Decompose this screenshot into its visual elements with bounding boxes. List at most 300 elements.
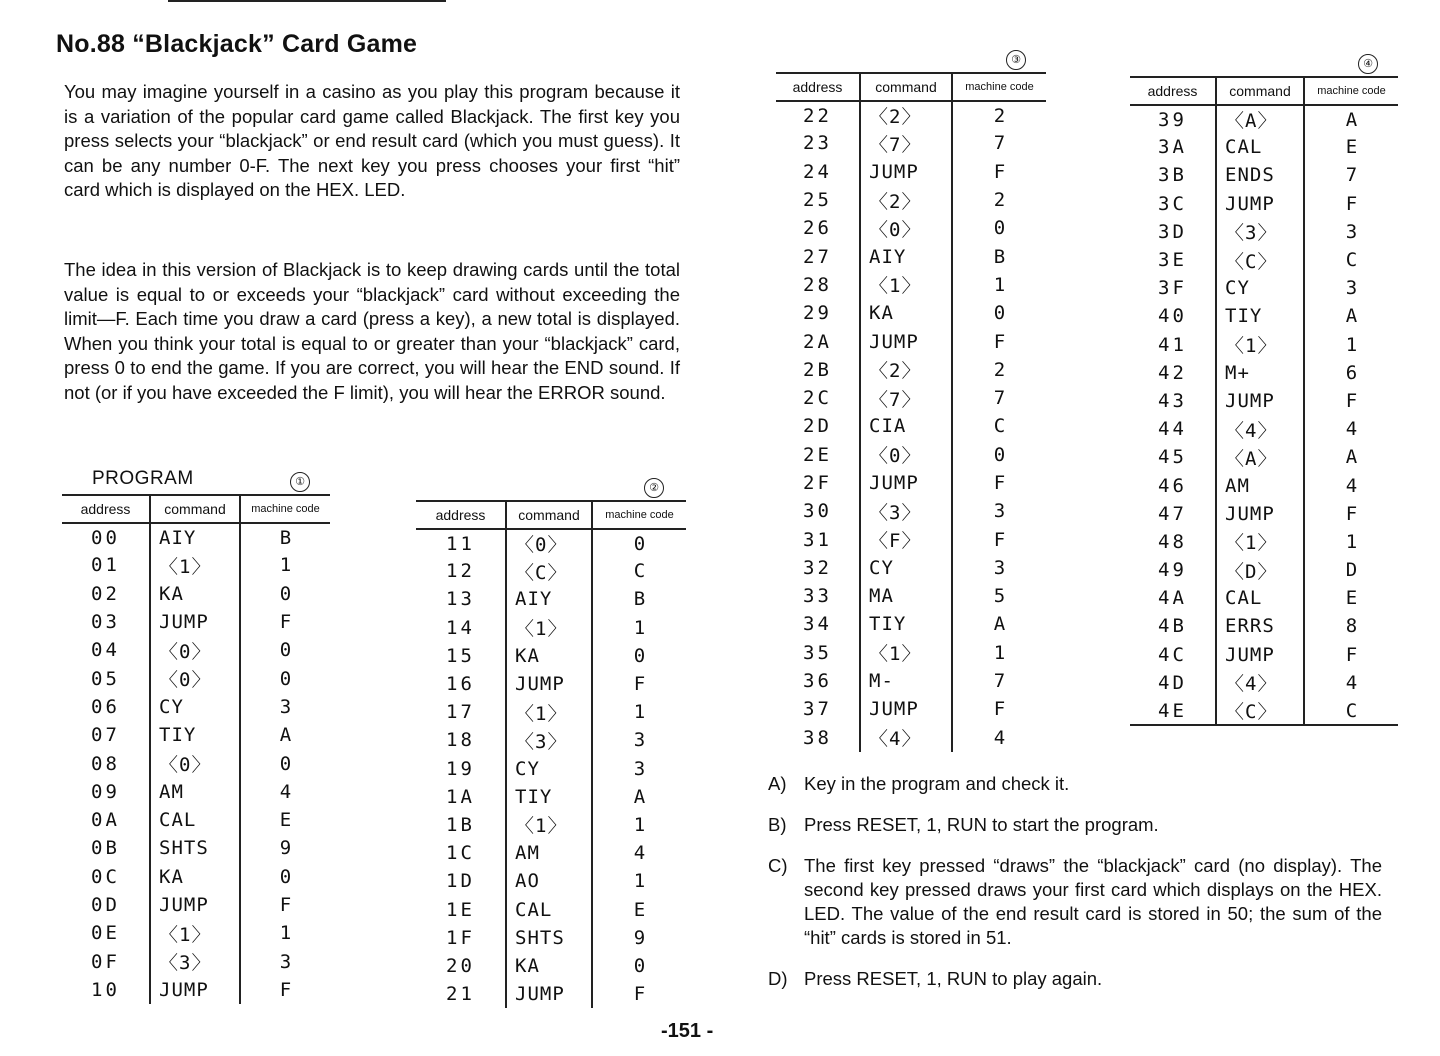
address-cell: 4D bbox=[1130, 669, 1216, 697]
command-cell: JUMP bbox=[506, 670, 592, 698]
address-cell: 47 bbox=[1130, 500, 1216, 528]
address-cell: 0A bbox=[62, 806, 150, 834]
table-row bbox=[776, 441, 1046, 469]
command-cell: JUMP bbox=[860, 469, 952, 497]
command-cell: AM bbox=[150, 778, 240, 806]
address-cell: 3F bbox=[1130, 274, 1216, 302]
machine-code-cell: 3 bbox=[633, 729, 646, 752]
table-row bbox=[62, 806, 330, 834]
command-cell: 〈A〉 bbox=[1216, 443, 1304, 471]
machine-code-header: machine code bbox=[605, 508, 674, 521]
machine-code-cell: 1 bbox=[633, 813, 646, 836]
address-cell: 38 bbox=[776, 724, 860, 752]
command-cell: KA bbox=[506, 952, 592, 980]
machine-code-cell: C bbox=[1345, 249, 1358, 272]
table-row bbox=[416, 642, 686, 670]
address-header: address bbox=[1130, 77, 1216, 105]
machine-code-cell: 7 bbox=[993, 132, 1006, 155]
table-row bbox=[62, 608, 330, 636]
address-cell: 24 bbox=[776, 158, 860, 186]
table-row bbox=[1130, 415, 1398, 443]
machine-code-cell: 0 bbox=[279, 582, 292, 605]
address-cell: 27 bbox=[776, 242, 860, 270]
table bbox=[776, 72, 1046, 752]
address-cell: 3B bbox=[1130, 161, 1216, 189]
address-cell: 2B bbox=[776, 356, 860, 384]
address-cell: 1C bbox=[416, 839, 506, 867]
machine-code-cell: A bbox=[1345, 446, 1358, 469]
address-header: address bbox=[62, 495, 150, 523]
command-cell: 〈0〉 bbox=[150, 749, 240, 777]
table-row bbox=[776, 186, 1046, 214]
address-cell: 01 bbox=[62, 551, 150, 579]
address-cell: 32 bbox=[776, 554, 860, 582]
command-header: command bbox=[150, 495, 240, 523]
address-cell: 00 bbox=[62, 523, 150, 551]
table-row bbox=[776, 158, 1046, 186]
command-cell: TIY bbox=[150, 721, 240, 749]
address-cell: 1F bbox=[416, 924, 506, 952]
machine-code-cell: 3 bbox=[993, 556, 1006, 579]
address-cell: 0C bbox=[62, 863, 150, 891]
table-row bbox=[1130, 556, 1398, 584]
machine-code-cell: 5 bbox=[993, 585, 1006, 608]
table-row bbox=[776, 101, 1046, 129]
address-cell: 33 bbox=[776, 582, 860, 610]
machine-code-cell: 8 bbox=[1345, 615, 1358, 638]
step-b bbox=[768, 813, 1382, 837]
address-cell: 44 bbox=[1130, 415, 1216, 443]
table-row bbox=[62, 580, 330, 608]
program-table-1 bbox=[62, 472, 330, 1012]
table-row bbox=[1130, 471, 1398, 499]
machine-code-cell: F bbox=[279, 978, 292, 1001]
step-text: Press RESET, 1, RUN to start the program. bbox=[804, 814, 1159, 835]
table-row bbox=[416, 783, 686, 811]
table-row bbox=[416, 867, 686, 895]
step-text: Press RESET, 1, RUN to play again. bbox=[804, 968, 1103, 989]
command-cell: 〈7〉 bbox=[860, 384, 952, 412]
address-cell: 13 bbox=[416, 585, 506, 613]
command-cell: JUMP bbox=[150, 976, 240, 1004]
address-cell: 08 bbox=[62, 749, 150, 777]
address-cell: 30 bbox=[776, 497, 860, 525]
machine-code-cell: 0 bbox=[993, 443, 1006, 466]
command-cell: CIA bbox=[860, 412, 952, 440]
machine-code-cell: 0 bbox=[279, 667, 292, 690]
command-cell: 〈1〉 bbox=[1216, 331, 1304, 359]
command-cell: 〈C〉 bbox=[1216, 246, 1304, 274]
machine-code-cell: 3 bbox=[1345, 220, 1358, 243]
command-cell: CAL bbox=[1216, 584, 1304, 612]
address-cell: 3D bbox=[1130, 218, 1216, 246]
machine-code-cell: 9 bbox=[633, 926, 646, 949]
command-cell: 〈1〉 bbox=[150, 919, 240, 947]
command-cell: AIY bbox=[860, 242, 952, 270]
table-row bbox=[62, 551, 330, 579]
command-cell: SHTS bbox=[506, 924, 592, 952]
machine-code-cell: F bbox=[1345, 502, 1358, 525]
machine-code-cell: F bbox=[279, 894, 292, 916]
machine-code-cell: A bbox=[1345, 305, 1358, 328]
step-label: D) bbox=[768, 968, 788, 989]
address-cell: 1D bbox=[416, 867, 506, 895]
command-cell: JUMP bbox=[150, 608, 240, 636]
step-a bbox=[768, 772, 1382, 796]
machine-code-cell: F bbox=[993, 528, 1006, 551]
command-cell: CY bbox=[150, 693, 240, 721]
table-row bbox=[1130, 246, 1398, 274]
machine-code-cell: 4 bbox=[279, 780, 292, 803]
machine-code-cell: F bbox=[993, 160, 1006, 183]
address-cell: 3A bbox=[1130, 133, 1216, 161]
table-row bbox=[416, 924, 686, 952]
command-cell: 〈C〉 bbox=[506, 557, 592, 585]
table-row bbox=[776, 497, 1046, 525]
table-row bbox=[776, 724, 1046, 752]
machine-code-cell: 0 bbox=[279, 639, 292, 662]
machine-code-cell: A bbox=[279, 724, 292, 747]
address-cell: 2F bbox=[776, 469, 860, 497]
command-cell: JUMP bbox=[150, 891, 240, 919]
command-cell: SHTS bbox=[150, 834, 240, 862]
table-row bbox=[1130, 105, 1398, 133]
address-cell: 2A bbox=[776, 327, 860, 355]
step-label: B) bbox=[768, 814, 787, 835]
command-cell: ERRS bbox=[1216, 612, 1304, 640]
address-cell: 05 bbox=[62, 664, 150, 692]
address-cell: 12 bbox=[416, 557, 506, 585]
command-cell: AIY bbox=[506, 585, 592, 613]
table-row bbox=[776, 525, 1046, 553]
address-cell: 2C bbox=[776, 384, 860, 412]
table-row bbox=[776, 356, 1046, 384]
command-cell: CY bbox=[860, 554, 952, 582]
machine-code-cell: F bbox=[993, 698, 1006, 721]
table-row bbox=[1130, 359, 1398, 387]
machine-code-cell: 0 bbox=[993, 217, 1006, 240]
machine-code-cell: 1 bbox=[993, 273, 1006, 296]
address-cell: 29 bbox=[776, 299, 860, 327]
machine-code-header: machine code bbox=[965, 80, 1034, 93]
command-cell: 〈D〉 bbox=[1216, 556, 1304, 584]
machine-code-cell: 7 bbox=[1345, 164, 1358, 187]
machine-code-cell: F bbox=[633, 983, 646, 1006]
machine-code-cell: 1 bbox=[633, 701, 646, 724]
command-cell: 〈1〉 bbox=[506, 698, 592, 726]
command-cell: 〈3〉 bbox=[150, 947, 240, 975]
address-cell: 3E bbox=[1130, 246, 1216, 274]
address-cell: 0B bbox=[62, 834, 150, 862]
table-row bbox=[776, 242, 1046, 270]
table-row bbox=[416, 557, 686, 585]
command-cell: 〈3〉 bbox=[506, 726, 592, 754]
table-number: ③ bbox=[1006, 50, 1026, 70]
intro-paragraph-2: The idea in this version of Blackjack is to keep drawing cards until the total value is equal to or exceeds your “blackjack” card without exceeding the limit—F. Each time you draw a card (press a key), a new total is displayed. When you think your total is equal to or greater than your “blackjack” card, press 0 to end the game. If you are correct, you will hear the END sound. If not (or if you have exceeded the F limit), you will hear the ERROR sound. bbox=[64, 259, 680, 403]
address-cell: 22 bbox=[776, 101, 860, 129]
address-cell: 0D bbox=[62, 891, 150, 919]
address-cell: 21 bbox=[416, 980, 506, 1008]
address-cell: 0F bbox=[62, 947, 150, 975]
table-row bbox=[62, 919, 330, 947]
command-cell: 〈C〉 bbox=[1216, 697, 1304, 725]
command-cell: M- bbox=[860, 667, 952, 695]
table-row bbox=[416, 585, 686, 613]
table-row bbox=[1130, 190, 1398, 218]
machine-code-cell: 0 bbox=[279, 752, 292, 775]
machine-code-cell: F bbox=[1345, 643, 1358, 666]
table-row bbox=[776, 214, 1046, 242]
step-d bbox=[768, 967, 1382, 991]
machine-code-cell: 1 bbox=[633, 616, 646, 639]
address-cell: 26 bbox=[776, 214, 860, 242]
table-row bbox=[776, 271, 1046, 299]
page-title: No.88 “Blackjack” Card Game bbox=[56, 30, 418, 58]
address-cell: 1A bbox=[416, 783, 506, 811]
command-cell: JUMP bbox=[1216, 387, 1304, 415]
machine-code-cell: 3 bbox=[279, 695, 292, 718]
table-row bbox=[776, 639, 1046, 667]
table bbox=[1130, 76, 1398, 726]
command-cell: 〈1〉 bbox=[506, 614, 592, 642]
table-row bbox=[62, 947, 330, 975]
machine-code-cell: 3 bbox=[1345, 277, 1358, 300]
address-cell: 42 bbox=[1130, 359, 1216, 387]
table-row bbox=[776, 610, 1046, 638]
table-row bbox=[776, 469, 1046, 497]
machine-code-cell: C bbox=[633, 560, 646, 583]
step-label: A) bbox=[768, 773, 787, 794]
machine-code-cell: B bbox=[993, 245, 1006, 268]
machine-code-cell: A bbox=[633, 785, 646, 808]
machine-code-header: machine code bbox=[1317, 84, 1386, 97]
table-row bbox=[1130, 387, 1398, 415]
machine-code-cell: B bbox=[279, 526, 292, 549]
program-label: PROGRAM bbox=[92, 468, 194, 489]
command-cell: 〈1〉 bbox=[1216, 528, 1304, 556]
address-cell: 0E bbox=[62, 919, 150, 947]
table-row bbox=[416, 811, 686, 839]
address-cell: 17 bbox=[416, 698, 506, 726]
command-cell: 〈1〉 bbox=[860, 271, 952, 299]
address-cell: 40 bbox=[1130, 302, 1216, 330]
address-header: address bbox=[416, 501, 506, 529]
command-cell: AIY bbox=[150, 523, 240, 551]
table-row bbox=[776, 412, 1046, 440]
address-cell: 36 bbox=[776, 667, 860, 695]
program-table-2 bbox=[416, 478, 686, 1018]
machine-code-cell: 6 bbox=[1345, 361, 1358, 384]
machine-code-cell: 1 bbox=[279, 922, 292, 945]
table-row bbox=[1130, 274, 1398, 302]
table-row bbox=[62, 778, 330, 806]
table-number: ② bbox=[644, 478, 664, 498]
machine-code-cell: 2 bbox=[993, 358, 1006, 381]
address-cell: 02 bbox=[62, 580, 150, 608]
machine-code-cell: 7 bbox=[993, 670, 1006, 693]
command-cell: AM bbox=[1216, 471, 1304, 499]
table-row bbox=[1130, 584, 1398, 612]
command-cell: ENDS bbox=[1216, 161, 1304, 189]
table-number: ④ bbox=[1358, 54, 1378, 74]
machine-code-cell: 4 bbox=[633, 842, 646, 865]
command-cell: AM bbox=[506, 839, 592, 867]
machine-code-cell: A bbox=[1345, 108, 1358, 131]
address-cell: 4C bbox=[1130, 641, 1216, 669]
machine-code-cell: E bbox=[1345, 136, 1358, 159]
instruction-steps bbox=[768, 772, 1382, 1008]
command-cell: 〈F〉 bbox=[860, 525, 952, 553]
command-cell: 〈4〉 bbox=[860, 724, 952, 752]
table-row bbox=[776, 129, 1046, 157]
machine-code-cell: 1 bbox=[279, 554, 292, 577]
address-cell: 11 bbox=[416, 529, 506, 557]
table-row bbox=[1130, 443, 1398, 471]
address-cell: 2E bbox=[776, 441, 860, 469]
table-row bbox=[776, 327, 1046, 355]
command-cell: JUMP bbox=[860, 327, 952, 355]
address-cell: 20 bbox=[416, 952, 506, 980]
command-cell: 〈1〉 bbox=[506, 811, 592, 839]
address-cell: 3C bbox=[1130, 190, 1216, 218]
address-cell: 09 bbox=[62, 778, 150, 806]
table bbox=[416, 500, 686, 1008]
command-cell: JUMP bbox=[1216, 641, 1304, 669]
command-cell: 〈1〉 bbox=[860, 639, 952, 667]
machine-code-cell: 0 bbox=[633, 644, 646, 667]
address-cell: 16 bbox=[416, 670, 506, 698]
machine-code-cell: C bbox=[1304, 697, 1398, 725]
command-cell: KA bbox=[506, 642, 592, 670]
command-cell: 〈0〉 bbox=[150, 636, 240, 664]
address-cell: 10 bbox=[62, 976, 150, 1004]
address-cell: 39 bbox=[1130, 105, 1216, 133]
address-cell: 34 bbox=[776, 610, 860, 638]
machine-code-cell: E bbox=[1345, 587, 1358, 610]
command-cell: AO bbox=[506, 867, 592, 895]
machine-code-cell: 0 bbox=[279, 865, 292, 888]
table-row bbox=[1130, 161, 1398, 189]
machine-code-cell: 4 bbox=[1345, 474, 1358, 497]
table-row bbox=[62, 636, 330, 664]
table-row bbox=[416, 670, 686, 698]
command-cell: 〈2〉 bbox=[860, 186, 952, 214]
table-row bbox=[416, 839, 686, 867]
machine-code-cell: 4 bbox=[1345, 671, 1358, 694]
step-text: Key in the program and check it. bbox=[804, 773, 1070, 794]
table-row bbox=[416, 698, 686, 726]
address-cell: 45 bbox=[1130, 443, 1216, 471]
command-cell: TIY bbox=[506, 783, 592, 811]
command-cell: M+ bbox=[1216, 359, 1304, 387]
address-cell: 35 bbox=[776, 639, 860, 667]
machine-code-cell: 7 bbox=[993, 387, 1006, 410]
address-header: address bbox=[776, 73, 860, 101]
address-cell: 4B bbox=[1130, 612, 1216, 640]
command-cell: 〈0〉 bbox=[860, 214, 952, 242]
table-row bbox=[416, 895, 686, 923]
command-cell: TIY bbox=[860, 610, 952, 638]
command-cell: 〈2〉 bbox=[860, 356, 952, 384]
machine-code-cell: 9 bbox=[279, 837, 292, 860]
table-row bbox=[416, 952, 686, 980]
command-cell: MA bbox=[860, 582, 952, 610]
program-table-4 bbox=[1130, 54, 1398, 744]
table-row bbox=[62, 834, 330, 862]
machine-code-cell: 3 bbox=[633, 757, 646, 780]
address-cell: 07 bbox=[62, 721, 150, 749]
page-number: -151 - bbox=[661, 1020, 714, 1042]
address-cell: 1E bbox=[416, 895, 506, 923]
command-cell: CAL bbox=[506, 895, 592, 923]
command-cell: 〈2〉 bbox=[860, 101, 952, 129]
machine-code-cell: 4 bbox=[1345, 418, 1358, 441]
table-row bbox=[416, 614, 686, 642]
address-cell: 1B bbox=[416, 811, 506, 839]
command-cell: CAL bbox=[150, 806, 240, 834]
machine-code-cell: 4 bbox=[993, 726, 1006, 749]
address-cell: 31 bbox=[776, 525, 860, 553]
address-cell: 25 bbox=[776, 186, 860, 214]
address-cell: 14 bbox=[416, 614, 506, 642]
address-cell: 49 bbox=[1130, 556, 1216, 584]
table-row bbox=[1130, 612, 1398, 640]
machine-code-cell: 0 bbox=[633, 954, 646, 977]
command-cell: JUMP bbox=[860, 158, 952, 186]
command-cell: CY bbox=[1216, 274, 1304, 302]
address-cell: 15 bbox=[416, 642, 506, 670]
machine-code-cell: B bbox=[633, 588, 646, 611]
machine-code-cell: 1 bbox=[1345, 530, 1358, 553]
command-cell: 〈0〉 bbox=[506, 529, 592, 557]
command-cell: 〈3〉 bbox=[860, 497, 952, 525]
machine-code-cell: 1 bbox=[633, 870, 646, 893]
machine-code-cell: 1 bbox=[993, 641, 1006, 664]
table-row bbox=[776, 667, 1046, 695]
machine-code-cell: A bbox=[993, 613, 1006, 636]
table-row bbox=[62, 863, 330, 891]
table bbox=[62, 494, 330, 1004]
machine-code-header: machine code bbox=[251, 502, 320, 515]
machine-code-cell: E bbox=[279, 809, 292, 832]
table-row bbox=[776, 299, 1046, 327]
machine-code-cell: F bbox=[1345, 192, 1358, 215]
machine-code-cell: F bbox=[633, 673, 646, 696]
table-row bbox=[416, 726, 686, 754]
table-row bbox=[62, 721, 330, 749]
address-cell: 2D bbox=[776, 412, 860, 440]
table-row bbox=[1130, 302, 1398, 330]
command-cell: 〈0〉 bbox=[150, 664, 240, 692]
table-number: ① bbox=[290, 472, 310, 492]
program-table-3 bbox=[776, 50, 1046, 760]
address-cell: 4A bbox=[1130, 584, 1216, 612]
table-row bbox=[1130, 528, 1398, 556]
address-cell: 06 bbox=[62, 693, 150, 721]
address-cell: 43 bbox=[1130, 387, 1216, 415]
table-row bbox=[62, 976, 330, 1004]
command-cell: KA bbox=[150, 580, 240, 608]
command-header: command bbox=[860, 73, 952, 101]
table-row bbox=[1130, 133, 1398, 161]
step-text: The first key pressed “draws” the “blackjack” card (no display). The second key pressed draws your first card which displays on the HEX. LED. The value of the end result card is stored in 50; the sum of the “hit” cards is stored in 51. bbox=[804, 855, 1382, 948]
address-cell: 19 bbox=[416, 755, 506, 783]
command-cell: CY bbox=[506, 755, 592, 783]
command-cell: TIY bbox=[1216, 302, 1304, 330]
table-row bbox=[1130, 641, 1398, 669]
intro-paragraph-1: You may imagine yourself in a casino as you play this program because it is a variation of the popular card game called Blackjack. The first key you press selects your “blackjack” or end result card (which you must guess). It can be any number 0-F. The next key you press chooses your first “hit” card which is displayed on the HEX. LED. bbox=[64, 81, 680, 200]
table-row bbox=[62, 664, 330, 692]
